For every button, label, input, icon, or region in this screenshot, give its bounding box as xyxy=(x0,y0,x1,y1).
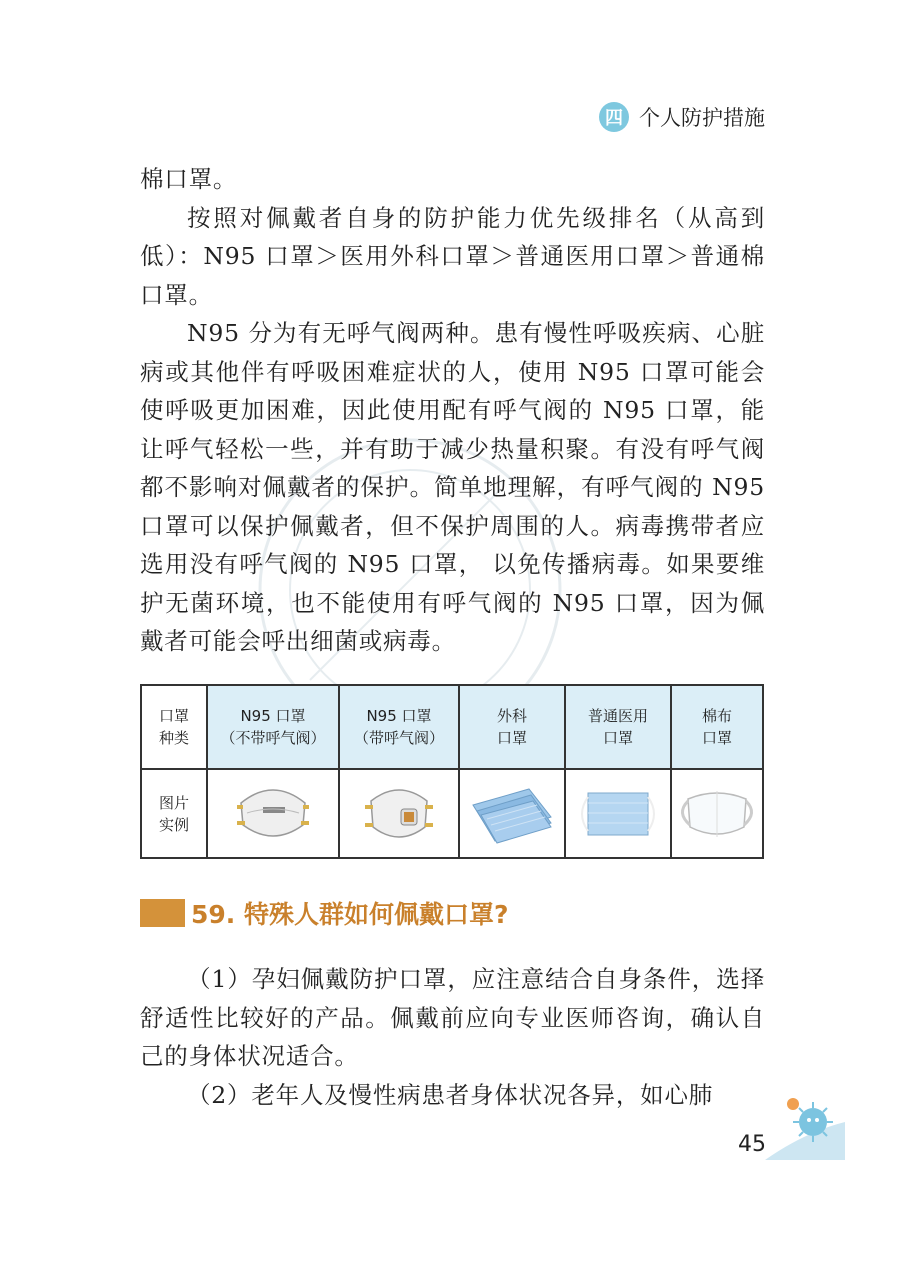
chapter-header xyxy=(599,102,765,132)
table-header-cell xyxy=(141,685,207,769)
body-text-bottom xyxy=(140,960,765,1114)
n95-valve-mask-icon xyxy=(363,783,435,845)
section-heading xyxy=(140,895,509,931)
table-cell xyxy=(565,769,671,858)
header-label: 种类 xyxy=(158,729,189,747)
medical-mask-icon xyxy=(576,783,660,845)
surgical-mask-icon xyxy=(467,783,557,845)
column-label: （带呼气阀） xyxy=(353,729,444,747)
table-cell xyxy=(141,769,207,858)
table-cell xyxy=(671,769,763,858)
table-header-cell xyxy=(339,685,459,769)
mask-types-table xyxy=(140,684,764,859)
table-header-cell xyxy=(671,685,763,769)
paragraph: N95 分为有无呼气阀两种。患有慢性呼吸疾病、心脏病或其他伴有呼吸困难症状的人，使用 N95 口罩可能会使呼吸更加困难，因此使用配有呼气阀的 N95 口罩，能让呼气轻松一些，并有助于减少热量积聚。有没有呼气阀都不影响对佩戴者的保护。简单地理解，有呼气阀的 N95 口罩可以保护佩戴者，但不保护周围的人。病毒携带者应选用没有呼气阀的 N95 口罩， 以免传播病毒。如果要维护无菌环境，也不能使用有呼气阀的 N95 口罩，因为佩戴者可能会呼出细菌或病毒。 xyxy=(140,319,765,655)
n95-mask-icon xyxy=(233,783,313,845)
virus-decoration-icon xyxy=(765,1092,845,1162)
table-header-cell xyxy=(565,685,671,769)
column-label: N95 口罩 xyxy=(240,707,306,725)
row-label: 实例 xyxy=(158,815,189,834)
chapter-title: 个人防护措施 xyxy=(639,106,765,130)
table-header-cell xyxy=(207,685,339,769)
paragraph: （1）孕妇佩戴防护口罩，应注意结合自身条件，选择舒适性比较好的产品。佩戴前应向专业医师咨询，确认自己的身体状况适合。 xyxy=(140,965,765,1070)
cotton-mask-icon xyxy=(674,783,760,845)
paragraph: 按照对佩戴者自身的防护能力优先级排名（从高到低）：N95 口罩＞医用外科口罩＞普通医用口罩＞普通棉口罩。 xyxy=(140,203,765,309)
row-label: 图片 xyxy=(158,793,189,812)
column-label: N95 口罩 xyxy=(366,707,432,725)
table-row xyxy=(141,769,763,858)
column-label: 棉布 xyxy=(701,707,732,725)
column-label: 口罩 xyxy=(496,729,527,747)
table-header-cell xyxy=(459,685,565,769)
section-marker xyxy=(140,899,185,927)
table-cell xyxy=(207,769,339,858)
column-label: 口罩 xyxy=(602,729,633,747)
paragraph: （2）老年人及慢性病患者身体状况各异，如心肺 xyxy=(187,1080,714,1109)
column-label: 普通医用 xyxy=(587,707,648,725)
body-text-top xyxy=(140,160,765,661)
column-label: 外科 xyxy=(496,707,527,725)
table-cell xyxy=(459,769,565,858)
column-label: （不带呼气阀） xyxy=(220,729,326,747)
column-label: 口罩 xyxy=(701,729,732,747)
header-label: 口罩 xyxy=(158,707,189,725)
table-cell xyxy=(339,769,459,858)
page-number: 45 xyxy=(738,1132,766,1157)
chapter-number-badge: 四 xyxy=(599,102,629,132)
section-title: 59. 特殊人群如何佩戴口罩? xyxy=(191,900,509,929)
table-header-row xyxy=(141,685,763,769)
paragraph: 棉口罩。 xyxy=(140,165,238,193)
